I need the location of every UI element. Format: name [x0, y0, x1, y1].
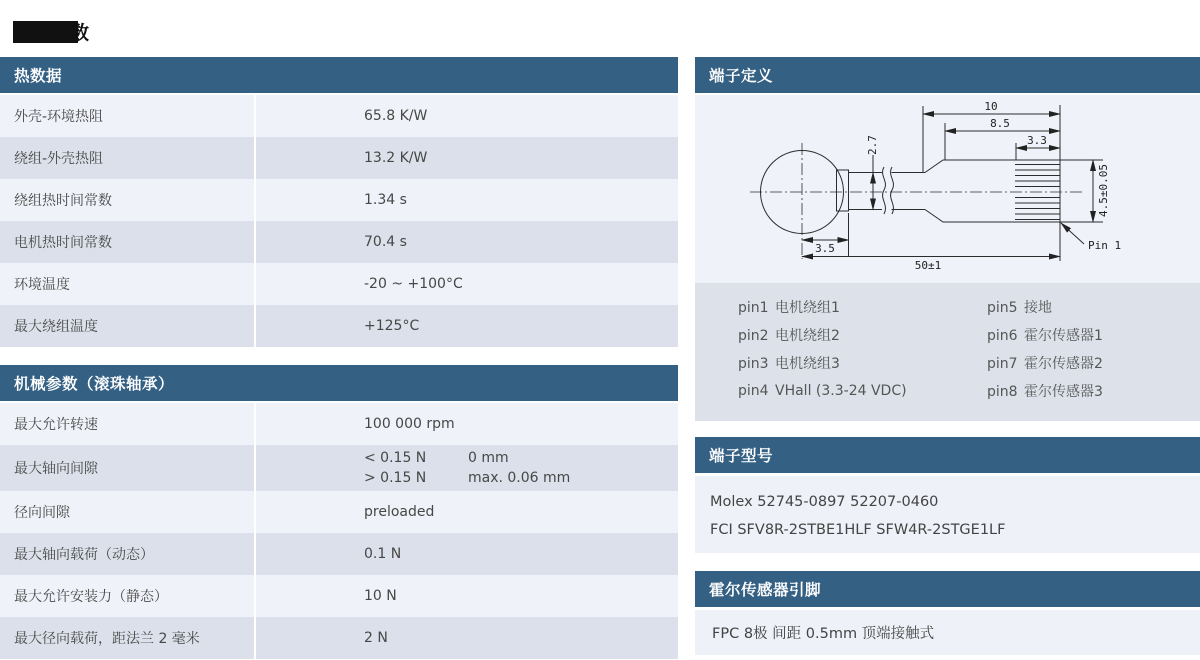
- pin-number: pin6: [987, 328, 1018, 344]
- row-value: +125°C: [364, 318, 420, 334]
- mechanical-table: [0, 403, 678, 659]
- pin1-label: Pin 1: [1088, 239, 1122, 252]
- table-row: [0, 533, 678, 575]
- table-row: [0, 221, 678, 263]
- pin-function: 霍尔传感器2: [1024, 356, 1103, 372]
- row-label: 环境温度: [0, 263, 256, 305]
- pin-row: [695, 321, 1200, 349]
- thermal-table-header: [0, 57, 678, 93]
- table-row: [0, 263, 678, 305]
- row-value: [256, 445, 678, 491]
- pin-function: 接地: [1024, 300, 1052, 316]
- row-value: 2 N: [364, 630, 388, 646]
- table-row: [0, 617, 678, 659]
- dimension-label-8-5: 8.5: [990, 117, 1010, 130]
- hall-sensor-title: 霍尔传感器引脚: [709, 581, 822, 599]
- motor-technical-drawing: [695, 93, 1200, 283]
- mechanical-table-title: 机械参数（滚珠轴承）: [14, 375, 175, 393]
- table-row: [0, 305, 678, 347]
- table-row: [0, 137, 678, 179]
- hall-sensor-content: [695, 610, 1200, 655]
- pin-number: pin1: [738, 300, 769, 316]
- table-row: [0, 179, 678, 221]
- terminal-model-header: [695, 437, 1200, 473]
- table-row: [0, 95, 678, 137]
- condition: < 0.15 N: [364, 450, 427, 466]
- shaft-outline: [849, 173, 926, 210]
- row-label: 绕组热时间常数: [0, 179, 256, 221]
- condition-value: 0 mm: [468, 450, 509, 466]
- row-value: 1.34 s: [364, 192, 407, 208]
- pin-function: 霍尔传感器3: [1024, 384, 1103, 400]
- pin-number: pin2: [738, 328, 769, 344]
- pin-row: [695, 349, 1200, 377]
- pin-number: pin7: [987, 356, 1018, 372]
- dimension-label-10: 10: [984, 100, 998, 113]
- axial-play-case-2: [364, 468, 570, 488]
- row-value: preloaded: [364, 504, 435, 520]
- row-label: 外壳-环境热阻: [0, 95, 256, 137]
- axial-play-case-1: [364, 448, 509, 468]
- row-label: 最大轴向载荷（动态）: [0, 533, 256, 575]
- row-label: 径向间隙: [0, 491, 256, 533]
- pin-assignment-list: [695, 283, 1200, 421]
- table-row: [0, 403, 678, 445]
- dimension-label-3-5: 3.5: [815, 242, 835, 255]
- hall-sensor-spec: FPC 8极 间距 0.5mm 顶端接触式: [712, 625, 935, 642]
- connector-part-number: Molex 52745-0897 52207-0460: [710, 494, 939, 510]
- mechanical-table-header: [0, 365, 678, 401]
- pin-number: pin3: [738, 356, 769, 372]
- row-value: -20 ~ +100°C: [364, 276, 463, 292]
- table-row: [0, 445, 678, 491]
- row-value: 70.4 s: [364, 234, 407, 250]
- row-value: 0.1 N: [364, 546, 402, 562]
- pin-number: pin5: [987, 300, 1018, 316]
- break-line: [883, 167, 886, 214]
- row-value: 65.8 K/W: [364, 108, 428, 124]
- row-label: 最大轴向间隙: [0, 445, 256, 491]
- thermal-table-title: 热数据: [14, 67, 63, 85]
- table-row: [0, 575, 678, 617]
- break-line: [891, 167, 894, 214]
- pin1-leader-line: [1061, 223, 1084, 244]
- dimension-label-50: 50±1: [914, 259, 942, 272]
- terminal-model-title: 端子型号: [709, 447, 774, 465]
- pin-function: VHall (3.3-24 VDC): [775, 383, 907, 399]
- pin-number: pin8: [987, 384, 1018, 400]
- terminal-definition-header: [695, 57, 1200, 93]
- table-row: [0, 491, 678, 533]
- pin-function: 电机绕组2: [775, 328, 840, 344]
- condition: > 0.15 N: [364, 470, 427, 486]
- row-value: 100 000 rpm: [364, 416, 455, 432]
- dimension-label-3-3: 3.3: [1027, 134, 1047, 147]
- row-label: 最大绕组温度: [0, 305, 256, 347]
- row-label: 电机热时间常数: [0, 221, 256, 263]
- row-value: 10 N: [364, 588, 397, 604]
- row-value: 13.2 K/W: [364, 150, 428, 166]
- pin-function: 电机绕组3: [775, 356, 840, 372]
- pin-row: [695, 377, 1200, 405]
- pin-function: 霍尔传感器1: [1024, 328, 1103, 344]
- row-label: 最大径向载荷，距法兰 2 毫米: [0, 617, 256, 659]
- fpc-ribbon-outline: [925, 160, 1103, 222]
- row-label: 最大允许安装力（静态）: [0, 575, 256, 617]
- condition-value: max. 0.06 mm: [468, 470, 571, 486]
- row-label: 最大允许转速: [0, 403, 256, 445]
- title-redaction-box: [13, 21, 78, 43]
- thermal-table: [0, 95, 678, 347]
- motor-collar: [837, 170, 849, 211]
- terminal-definition-title: 端子定义: [709, 67, 774, 85]
- terminal-model-content: [695, 476, 1200, 553]
- row-label: 绕组-外壳热阻: [0, 137, 256, 179]
- pin-row: [695, 293, 1200, 321]
- pin-number: pin4: [738, 383, 769, 399]
- pin-function: 电机绕组1: [775, 300, 840, 316]
- page-title-text: 数: [70, 22, 90, 44]
- dimension-label-4-5: 4.5±0.05: [1097, 164, 1110, 217]
- dimension-label-2-7: 2.7: [866, 135, 879, 155]
- hall-sensor-header: [695, 571, 1200, 607]
- connector-part-number: FCI SFV8R-2STBE1HLF SFW4R-2STGE1LF: [710, 522, 1006, 538]
